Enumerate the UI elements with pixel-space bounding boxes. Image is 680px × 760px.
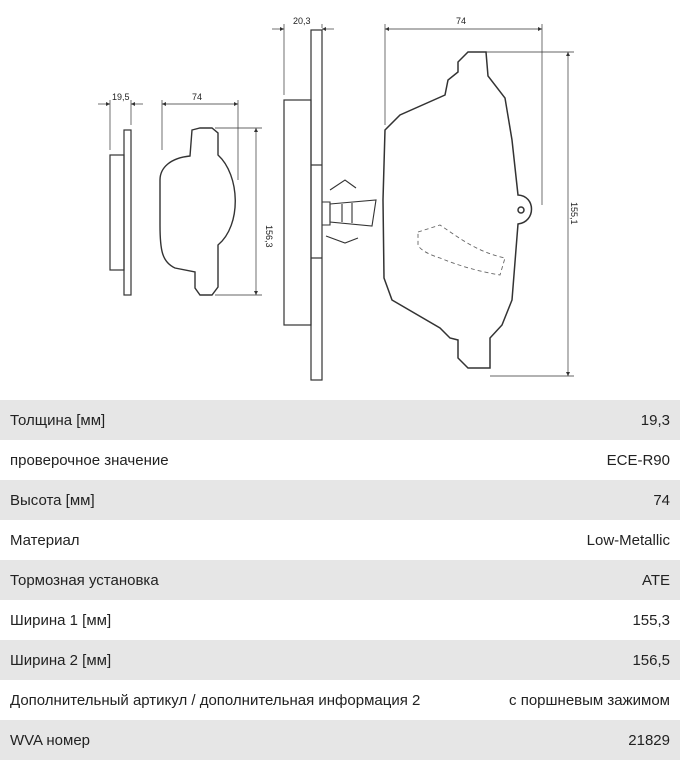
spec-value: 156,5 [632,651,670,669]
spec-label: Ширина 2 [мм] [10,651,112,669]
spec-row-brake-system [0,560,680,600]
spec-label: Толщина [мм] [10,411,106,429]
spec-value: 21829 [628,731,670,749]
left-width-label: 74 [192,92,203,102]
spec-label: WVA номер [10,731,91,749]
spec-row-material [0,520,680,560]
piston-clip [322,180,376,243]
spec-row-width-2 [0,640,680,680]
spec-value: Low-Metallic [586,531,670,549]
left-height-label: 156,3 [264,225,274,248]
spec-value: ECE-R90 [606,451,670,469]
spec-label: Дополнительный артикул / дополнительная информация 2 [10,691,421,709]
spec-row-wva-number [0,720,680,760]
spec-label: Материал [10,531,80,549]
left-pad-side-view [110,130,131,295]
wear-indicator-outline [418,225,505,275]
spec-row-width-1 [0,600,680,640]
spec-row-height [0,480,680,520]
spec-row-additional-info [0,680,680,720]
right-pad-front-view [383,52,532,368]
spec-row-thickness [0,400,680,440]
right-width-label: 74 [456,16,467,26]
spec-label: Высота [мм] [10,491,95,509]
spec-row-test-value [0,440,680,480]
right-pad-dimensions [385,24,574,376]
spec-value: 19,3 [640,411,670,429]
left-pad-dimensions [162,100,262,295]
left-thickness-dimension [98,100,143,150]
left-pad-front-view [160,128,235,295]
spec-label: Ширина 1 [мм] [10,611,112,629]
spec-value: 155,3 [632,611,670,629]
spec-table [0,400,680,760]
spec-value: 74 [653,491,670,509]
right-height-label: 155,1 [569,202,579,225]
left-thickness-label: 19,5 [112,92,130,102]
right-thickness-label: 20,3 [293,16,311,26]
right-pad-side-view [284,30,322,380]
spec-value: ATE [641,571,670,589]
spec-value: с поршневым зажимом [509,691,670,709]
right-thickness-dimension [272,24,334,95]
spec-label: проверочное значение [10,451,169,469]
spec-label: Тормозная установка [10,571,159,589]
